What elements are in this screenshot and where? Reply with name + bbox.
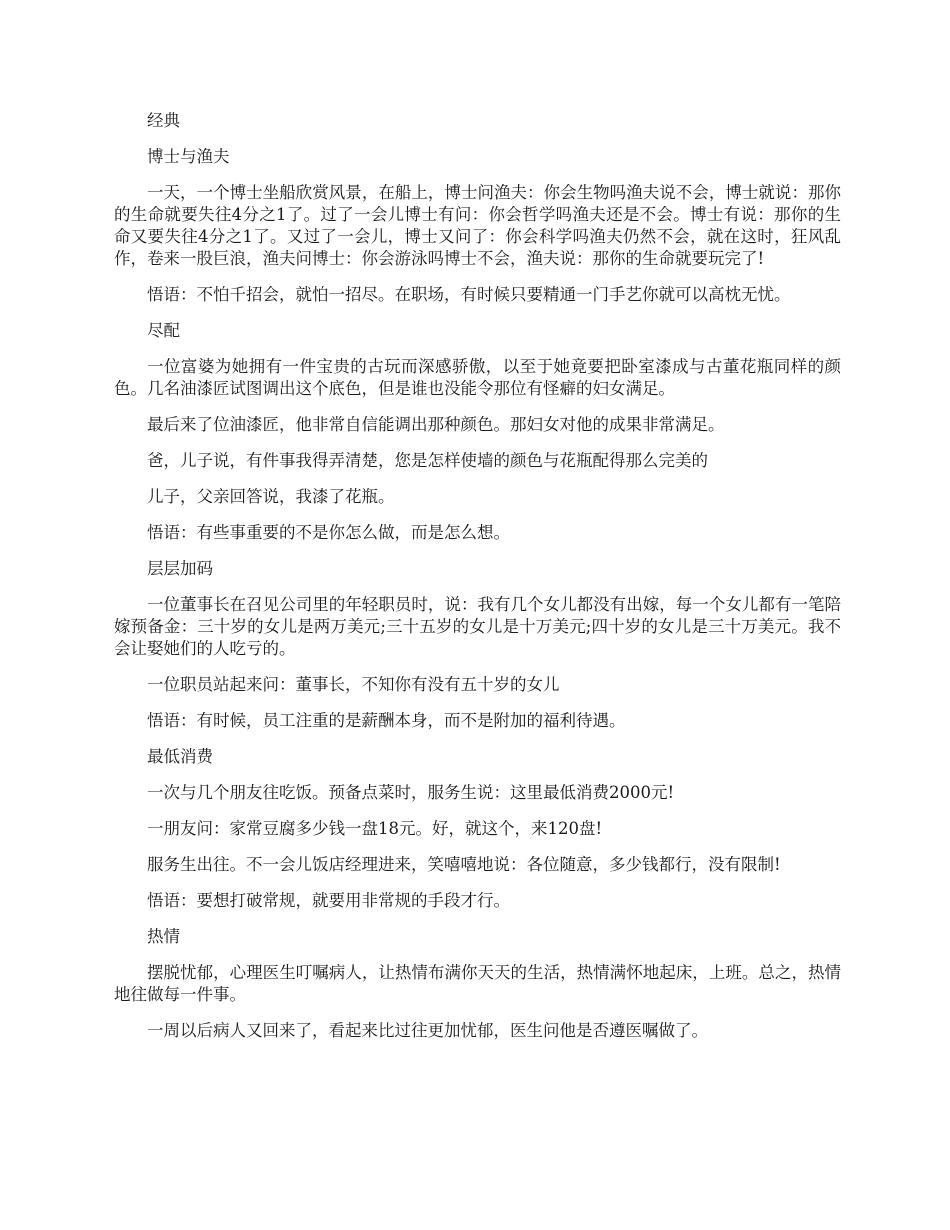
body-paragraph: 一朋友问：家常豆腐多少钱一盘18元。好，就这个，来120盘!	[147, 819, 603, 838]
insight-paragraph: 悟语：不怕千招会，就怕一招尽。在职场，有时候只要精通一门手艺你就可以高枕无忧。	[147, 285, 791, 304]
body-paragraph: 服务生出往。不一会儿饭店经理进来，笑嘻嘻地说：各位随意，多少钱都行，没有限制!	[147, 855, 781, 874]
section-heading: 博士与渔夫	[147, 147, 230, 166]
body-paragraph: 一次与几个朋友往吃饭。预备点菜时，服务生说：这里最低消费2000元!	[147, 783, 675, 802]
body-paragraph: 儿子，父亲回答说，我漆了花瓶。	[147, 487, 395, 506]
body-paragraph: 一天，一个博士坐船欣赏风景，在船上，博士问渔夫：你会生物吗渔夫说不会，博士就说：那你的生命就要失往4分之1了。过了一会儿博士有问：你会哲学吗渔夫还是不会。博士有说：那你的生命又要失往4分之1了。又过了一会儿，博士又问了：你会科学吗渔夫仍然不会，就在这时，狂风乱作，卷来一股巨浪，渔夫问博士：你会游泳吗博士不会，渔夫说：那你的生命就要玩完了!	[114, 183, 841, 268]
body-paragraph: 最后来了位油漆匠，他非常自信能调出那种颜色。那妇女对他的成果非常满足。	[147, 415, 725, 434]
body-paragraph: 一周以后病人又回来了，看起来比过往更加忧郁，医生问他是否遵医嘱做了。	[147, 1021, 708, 1040]
section-heading: 最低消费	[147, 747, 213, 766]
section-heading: 热情	[147, 927, 180, 946]
body-paragraph: 一位职员站起来问：董事长，不知你有没有五十岁的女儿	[147, 675, 560, 694]
insight-paragraph: 悟语：有时候，员工注重的是薪酬本身，而不是附加的福利待遇。	[147, 711, 626, 730]
section-heading: 层层加码	[147, 559, 213, 578]
body-paragraph: 摆脱忧郁，心理医生叮嘱病人，让热情布满你天天的生活，热情满怀地起床，上班。总之，热情地往做每一件事。	[114, 963, 841, 1004]
insight-paragraph: 悟语：有些事重要的不是你怎么做，而是怎么想。	[147, 523, 510, 542]
section-heading: 尽配	[147, 321, 180, 340]
section-label: 经典	[147, 111, 180, 130]
document-body	[114, 110, 841, 1056]
insight-paragraph: 悟语：要想打破常规，就要用非常规的手段才行。	[147, 891, 510, 910]
body-paragraph: 爸，儿子说，有件事我得弄清楚，您是怎样使墙的颜色与花瓶配得那么完美的	[147, 451, 708, 470]
body-paragraph: 一位富婆为她拥有一件宝贵的古玩而深感骄傲，以至于她竟要把卧室漆成与古董花瓶同样的颜色。几名油漆匠试图调出这个底色，但是谁也没能令那位有怪癖的妇女满足。	[114, 357, 841, 398]
body-paragraph: 一位董事长在召见公司里的年轻职员时，说：我有几个女儿都没有出嫁，每一个女儿都有一笔陪嫁预备金：三十岁的女儿是两万美元;三十五岁的女儿是十万美元;四十岁的女儿是三十万美元。我不会让娶她们的人吃亏的。	[114, 595, 841, 658]
